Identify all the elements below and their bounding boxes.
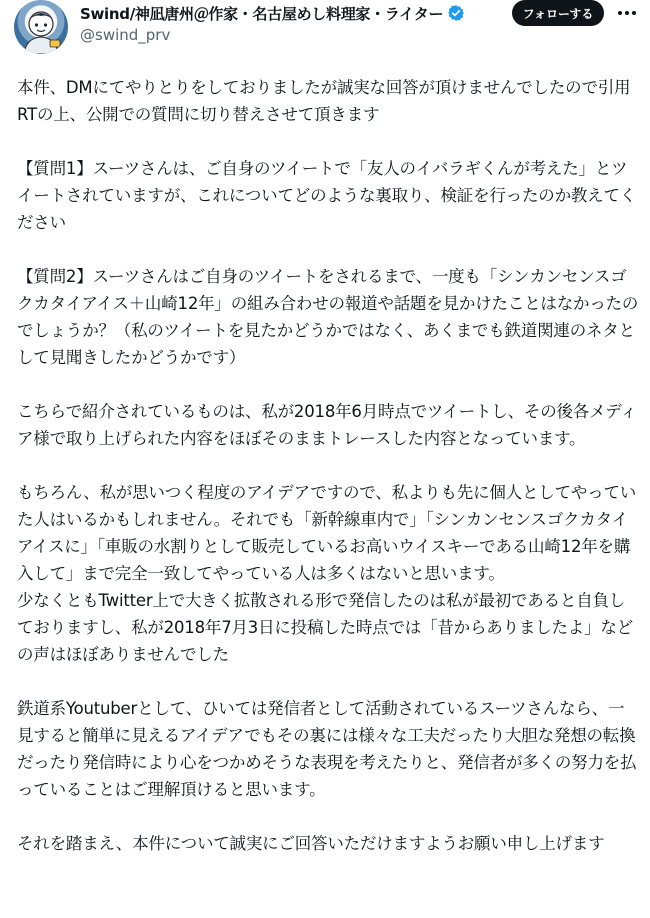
more-dots-icon	[617, 10, 637, 16]
avatar[interactable]	[14, 0, 68, 54]
display-name[interactable]: Swind/神凪唐州＠作家・名古屋めし料理家・ライター	[80, 4, 444, 23]
user-handle[interactable]: @swind_prv	[80, 26, 171, 44]
tweet-paragraph: 鉄道系Youtuberとして、ひいては発信者として活動されているスーツさんなら、一見すると簡単に見えるアイデアでもその裏には様々な工夫だったり大胆な発想の転換だったり発信時により心をつかめそうな表現を考えたりと、発信者が多くの努力を払っていることはご理解頂けると思います。	[17, 699, 637, 799]
follow-button[interactable]: フォローする	[512, 0, 604, 26]
tweet-body	[17, 74, 639, 884]
closing-paragraph: それを踏まえ、本件について誠実にご回答いただけますようお願い申し上げます	[17, 834, 605, 853]
question-2-paragraph: 【質問2】スーツさんはご自身のツイートをされるまで、一度も「シンカンセンスゴクカタイアイス＋山崎12年」の組み合わせの報道や話題を見かけたことはなかったのでしょうか？（私のツイートを見たかどうかではなく、あくまでも鉄道関連のネタとして見聞きしたかどうかです）	[17, 267, 639, 367]
more-options-button[interactable]	[614, 2, 640, 24]
avatar-illustration-icon	[14, 0, 68, 54]
tweet-paragraph: 本件、DMにてやりとりをしておりましたが誠実な回答が頂けませんでしたので引用RTの上、公開での質問に切り替えさせて頂きます	[17, 78, 631, 124]
tweet-paragraph: こちらで紹介されているものは、私が2018年6月時点でツイートし、その後各メディア様で取り上げられた内容をほぼそのままトレースした内容となっています。	[17, 402, 637, 448]
tweet-paragraph: もちろん、私が思いつく程度のアイデアですので、私よりも先に個人としてやっていた人はいるかもしれません。それでも「新幹線車内で」「シンカンセンスゴクカタイアイスに」「車販の水割りとして販売しているお高いウイスキーである山崎12年を購入して」まで完全一致してやっている人は多くはないと思います。	[17, 483, 637, 583]
tweet-header	[0, 0, 650, 62]
tweet-paragraph: 少なくともTwitter上で大きく拡散される形で発信したのは私が最初であると自負しておりますし、私が2018年7月3日に投稿した時点では「昔からありましたよ」などの声はほぼありませんでした	[17, 591, 633, 664]
verified-badge-icon	[447, 4, 465, 22]
question-1-paragraph: 【質問1】スーツさんは、ご自身のツイートで「友人のイバラギくんが考えた」とツイートされていますが、これについてどのような裏取り、検証を行ったのか教えてください	[17, 159, 637, 232]
